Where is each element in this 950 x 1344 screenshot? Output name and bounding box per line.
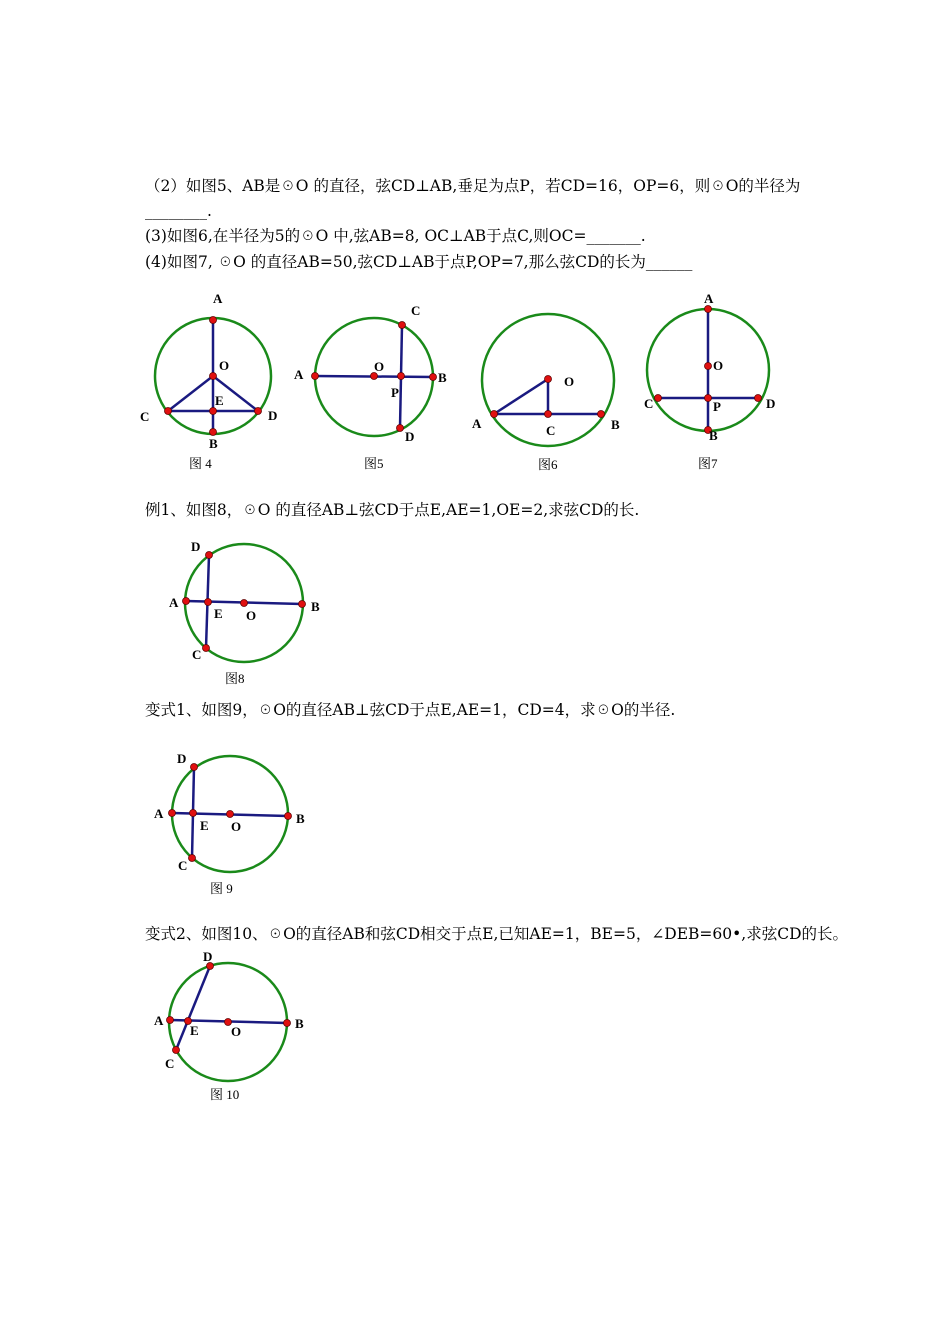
problem-2-line-1: （2）如图5、AB是☉O 的直径，弦CD⊥AB,垂足为点P，若CD=16，OP=6，则☉O的半径为	[145, 177, 801, 195]
fig9-label-A: A	[154, 806, 164, 821]
fig9-label-E: E	[200, 818, 209, 833]
fig6-caption: 图6	[538, 457, 558, 472]
fig8-label-C: C	[192, 647, 202, 662]
fig5-label-P: P	[391, 385, 399, 400]
fig6-label-A: A	[472, 416, 482, 431]
fig6-label-O: O	[564, 374, 575, 389]
fig10-label-A: A	[154, 1013, 164, 1028]
fig9-label-O: O	[231, 819, 242, 834]
fig9-label-B: B	[296, 811, 305, 826]
fig8-label-D: D	[191, 539, 201, 554]
fig5-label-O: O	[374, 359, 385, 374]
fig9-caption: 图 9	[210, 881, 233, 896]
fig4-label-C: C	[140, 409, 150, 424]
fig8-caption: 图8	[225, 671, 245, 686]
variant-1: 变式1、如图9，☉O的直径AB⊥弦CD于点E,AE=1，CD=4，求☉O的半径.	[145, 701, 676, 719]
fig4-label-D: D	[268, 408, 278, 423]
fig7-label-B: B	[709, 428, 718, 443]
fig4-label-A: A	[213, 291, 223, 306]
fig10-label-D: D	[203, 949, 213, 964]
problem-4: (4)如图7, ☉O 的直径AB=50,弦CD⊥AB于点P,OP=7,那么弦CD的长为______	[145, 253, 693, 271]
fig4-label-B: B	[209, 436, 218, 451]
fig4-caption: 图 4	[189, 456, 212, 471]
fig8-label-A: A	[169, 595, 179, 610]
problem-3: (3)如图6,在半径为5的☉O 中,弦AB=8, OC⊥AB于点C,则OC=_______.	[145, 227, 646, 245]
fig8-label-E: E	[214, 606, 223, 621]
fig7-label-A: A	[704, 291, 714, 306]
fig5-label-D: D	[405, 429, 415, 444]
fig7-label-P: P	[713, 399, 721, 414]
fig5-label-A: A	[294, 367, 304, 382]
fig10-caption: 图 10	[210, 1087, 240, 1102]
fig10-label-B: B	[295, 1016, 304, 1031]
fig4-label-O: O	[219, 358, 230, 373]
fig6-label-C: C	[546, 423, 556, 438]
fig4-label-E: E	[215, 393, 224, 408]
fig10-label-E: E	[190, 1023, 199, 1038]
fig9-label-D: D	[177, 751, 187, 766]
fig7-label-D: D	[766, 396, 776, 411]
fig5-caption: 图5	[364, 456, 384, 471]
fig9-label-C: C	[178, 858, 188, 873]
fig6-label-B: B	[611, 417, 620, 432]
example-1: 例1、如图8，☉O 的直径AB⊥弦CD于点E,AE=1,OE=2,求弦CD的长.	[145, 501, 640, 519]
fig7-caption: 图7	[698, 456, 718, 471]
fig5-label-B: B	[438, 370, 447, 385]
fig5-label-C: C	[411, 303, 421, 318]
fig10-label-O: O	[231, 1024, 242, 1039]
fig8-label-O: O	[246, 608, 257, 623]
fig10-label-C: C	[165, 1056, 175, 1071]
problem-2-line-2: ________.	[145, 202, 212, 220]
fig7-label-C: C	[644, 396, 654, 411]
variant-2: 变式2、如图10、☉O的直径AB和弦CD相交于点E,已知AE=1，BE=5，∠DEB=60•,求弦CD的长。	[145, 925, 849, 943]
fig8-label-B: B	[311, 599, 320, 614]
fig7-label-O: O	[713, 358, 724, 373]
